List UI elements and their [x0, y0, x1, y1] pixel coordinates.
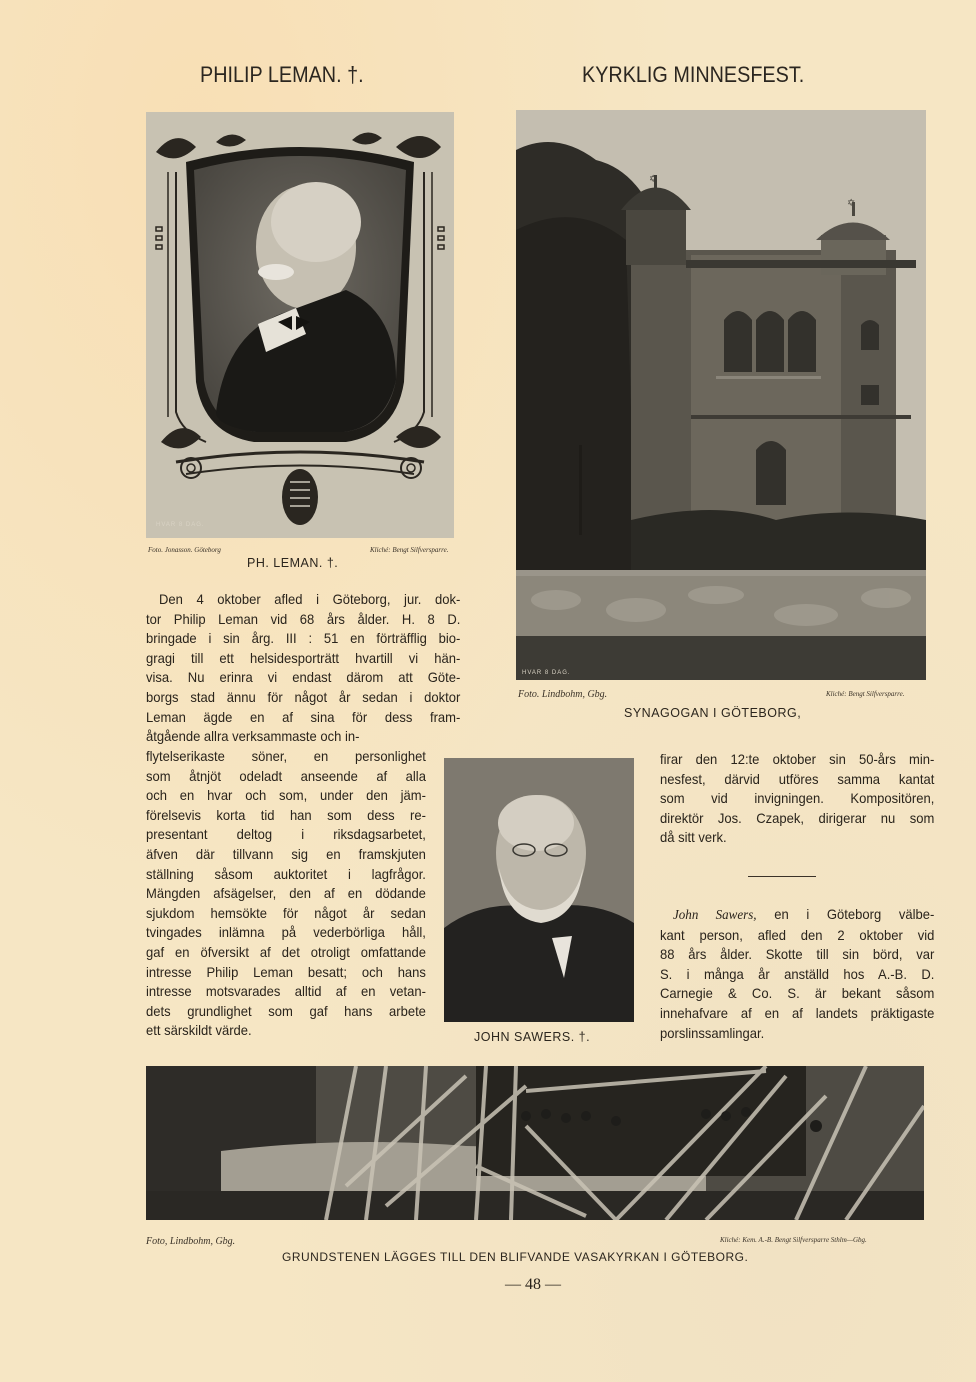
- page-number: — 48 —: [505, 1276, 561, 1293]
- text-line: S. i många år anställd hos A.-B. D.: [660, 965, 935, 982]
- text-line: ställning såsom auktoritet i lagfrågor.: [146, 865, 426, 882]
- text-line: tor Philip Leman vid 68 års ålder. H. 8 D.: [146, 610, 461, 627]
- text-line: tvingades inlämna på vederbörliga håll,: [146, 924, 426, 941]
- leman-portrait-photo: [146, 112, 454, 538]
- text-line: visa. Nu erinra vi endast därom att Göte-: [146, 669, 461, 686]
- text-line: som vid invigningen. Kompositören,: [660, 790, 935, 807]
- text-line: och en hvar och som, under den jäm-: [146, 787, 426, 804]
- text-line: Mängden afsägelser, den af en dödande: [146, 885, 426, 902]
- foundation-stone-photo: [146, 1066, 924, 1220]
- text-line: [660, 905, 934, 926]
- text-line: firar den 12:te oktober sin 50-års min-: [660, 751, 935, 767]
- text-line: intresse Philip Leman besatt; och hans: [146, 963, 426, 980]
- text-line: 88 års ålder. Skotte till sin börd, var: [660, 946, 935, 963]
- text-line: sjukdom hemsökte för något år sedan: [146, 904, 426, 921]
- sawers-name: John Sawers,: [673, 908, 757, 923]
- text-line: bringade i sin årg. III : 51 en förträfflig bio-: [146, 630, 461, 647]
- ornamental-frame-illustration: [146, 112, 454, 538]
- text-line: innehafvare af en af landets präktigaste: [660, 1004, 935, 1021]
- svg-text:✡: ✡: [649, 174, 658, 185]
- synagogue-photo-credit: Foto. Lindbohm, Gbg.: [518, 689, 608, 700]
- text-line: dets grundlighet som gaf hans arbete: [146, 1002, 426, 1019]
- right-page-title: KYRKLIG MINNESFEST.: [582, 62, 805, 87]
- leman-photo-credit: Foto. Jonasson. Göteborg: [148, 546, 221, 554]
- text-line: presentant deltog i riksdagsarbetet,: [146, 826, 426, 843]
- text-line: som åtnjöt odeladt anseende af alla: [146, 767, 426, 784]
- synagogue-photo: [516, 110, 926, 680]
- section-divider: [748, 876, 816, 877]
- text-line: intresse motsvarades alltid af en vetan-: [146, 983, 426, 1000]
- foundation-cliche-credit: Kliché: Kem. A.-B. Bengt Silfversparre Sthlm—Gbg.: [720, 1236, 867, 1244]
- text-line: Den 4 oktober afled i Göteborg, jur. dok-: [159, 591, 461, 607]
- svg-text:✡: ✡: [847, 198, 856, 209]
- foundation-caption: GRUNDSTENEN LÄGGES TILL DEN BLIFVANDE VASAKYRKAN I GÖTEBORG.: [282, 1250, 749, 1264]
- text-line: borgs stad ännu för något år sedan i doktor: [146, 688, 461, 705]
- leman-obituary-text-narrow: [146, 747, 426, 1041]
- text-line: nesfest, därvid utföres samma kantat: [660, 770, 935, 787]
- sawers-portrait-illustration: [444, 758, 634, 1022]
- text-line: gaf en öfversikt af det otroligt omfattande: [146, 943, 426, 960]
- synagogue-illustration: [516, 110, 926, 680]
- text-line: kant person, afled den 2 oktober vid: [660, 926, 935, 943]
- text-line: gragi till ett helsidesporträtt hvartill vi hän-: [146, 649, 461, 666]
- text-line: åtgående allra verksammaste och in-: [146, 728, 360, 745]
- sawers-obituary-text: [660, 905, 934, 1043]
- sawers-portrait-caption: JOHN SAWERS. †.: [474, 1030, 591, 1044]
- text-line: Leman ägde en af sina för dess fram-: [146, 708, 461, 725]
- text-line: direktör Jos. Czapek, dirigerar nu som: [660, 809, 935, 826]
- foundation-photo-credit: Foto, Lindbohm, Gbg.: [146, 1236, 236, 1247]
- leman-portrait-caption: PH. LEMAN. †.: [247, 556, 339, 570]
- left-page-title: PHILIP LEMAN. †.: [200, 62, 364, 87]
- text-line: ett särskildt värde.: [146, 1022, 252, 1039]
- sawers-portrait-photo: [444, 758, 634, 1022]
- text-fragment: en i Göteborg välbe-: [774, 906, 935, 922]
- text-line: förelsevis korta tid han som dess re-: [146, 806, 426, 823]
- text-line: då sitt verk.: [660, 829, 727, 846]
- leman-cliche-credit: Kliché: Bengt Silfversparre.: [370, 546, 449, 554]
- text-line: äfven där tillvann sig en framskjuten: [146, 845, 426, 862]
- text-line: flytelserikaste söner, en personlighet: [146, 748, 426, 764]
- synagogue-article-text: [660, 750, 934, 848]
- synagogue-cliche-credit: Kliché: Bengt Silfversparre.: [826, 690, 905, 698]
- scaffolding-crowd-illustration: [146, 1066, 924, 1220]
- text-line: porslinssamlingar.: [660, 1024, 765, 1041]
- synagogue-caption: SYNAGOGAN I GÖTEBORG,: [624, 706, 802, 720]
- leman-obituary-text: [146, 590, 460, 747]
- text-line: Carnegie & Co. S. är bekant såsom: [660, 985, 935, 1002]
- portrait-watermark: HVAR 8 DAG.: [156, 522, 205, 528]
- synagogue-watermark: HVAR 8 DAG.: [522, 670, 571, 676]
